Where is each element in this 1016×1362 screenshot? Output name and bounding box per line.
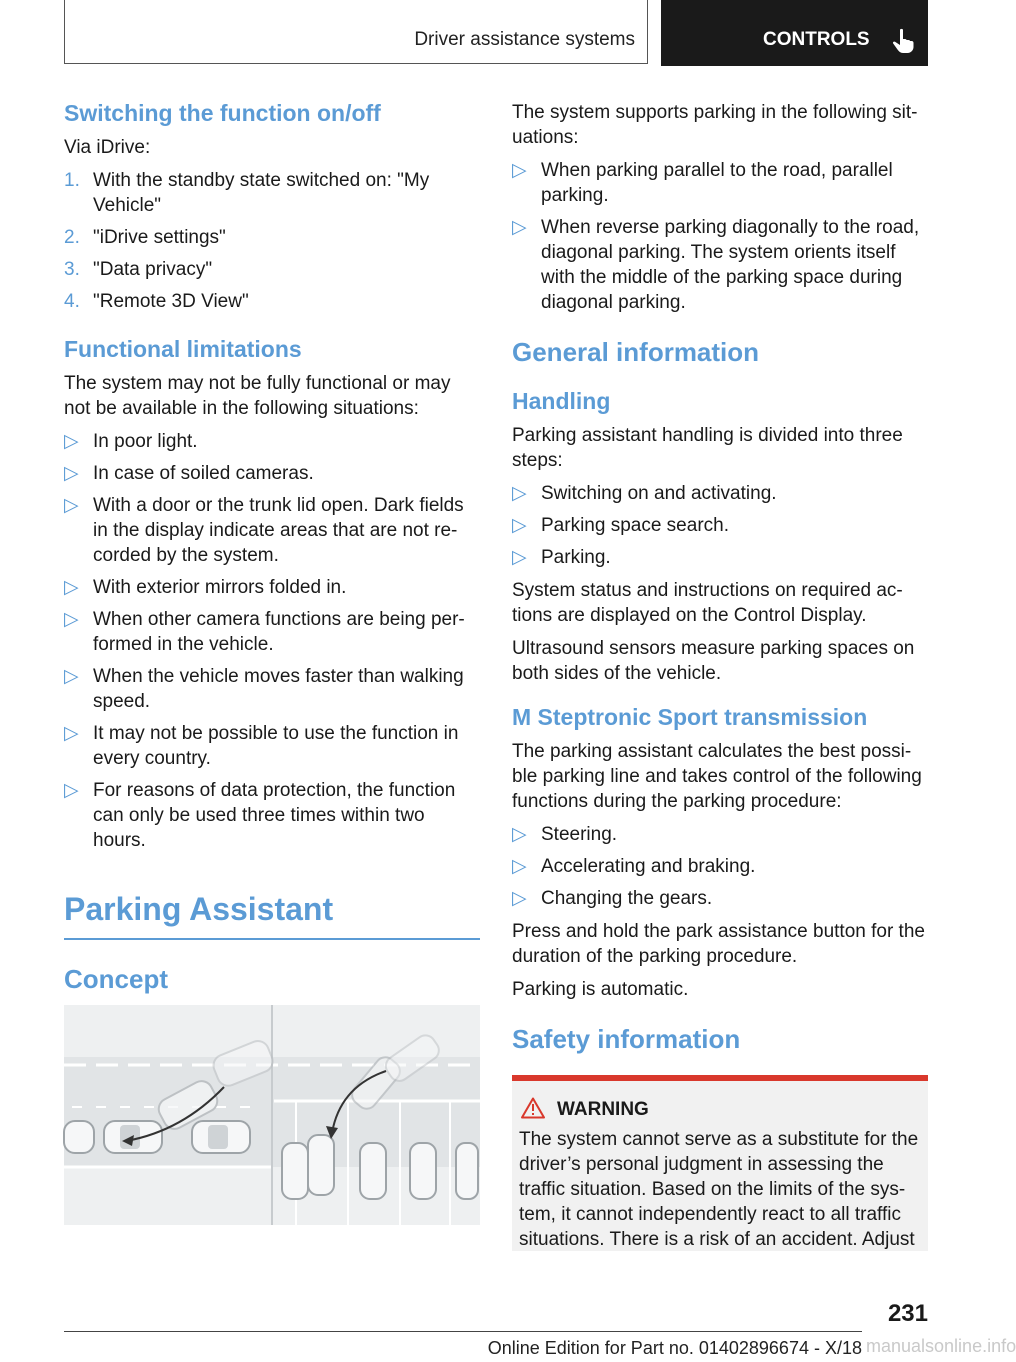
concept-heading: Concept: [64, 964, 168, 994]
list-item-text: In case of soiled cameras.: [93, 463, 314, 484]
list-item: [64, 257, 480, 282]
bullet-icon: ▷: [64, 495, 79, 516]
list-item: [512, 513, 928, 538]
list-item-text: Switching on and activating.: [541, 483, 777, 504]
bullet-icon: ▷: [512, 888, 527, 909]
limitations-intro: The system may not be fully functional or may not be available in the following situations:: [64, 373, 451, 419]
list-item: [64, 461, 480, 486]
list-item: [64, 721, 480, 771]
list-item: [64, 493, 480, 568]
page-number: 231: [887, 1300, 928, 1327]
automatic-paragraph: Parking is automatic.: [512, 979, 689, 1000]
list-item: [512, 481, 928, 506]
msteptronic-heading: M Steptronic Sport transmission: [512, 704, 868, 730]
list-item-text: For reasons of data protection, the function can only be used three times within two hours.: [93, 780, 456, 851]
ultrasound-paragraph: Ultrasound sensors measure parking spaces on both sides of the vehicle.: [512, 638, 915, 684]
parking-concept-illustration: [64, 1005, 480, 1225]
step-text: "Data privacy": [93, 259, 213, 280]
warning-text: The system cannot serve as a substitute for the driver’s personal judgment in assessing the traffic situation. Based on the limits of the sys-tem, it cannot independently react to all traffic situations. There is a risk of an accident. Adjust: [519, 1129, 919, 1250]
list-item-text: In poor light.: [93, 431, 198, 452]
list-item-text: Steering.: [541, 824, 618, 845]
bullet-icon: ▷: [64, 723, 79, 744]
list-item-text: Changing the gears.: [541, 888, 713, 909]
edition-text: Online Edition for Part no. 01402896674 - X/18: [487, 1338, 862, 1358]
switching-intro: Via iDrive:: [64, 137, 151, 158]
list-item-text: It may not be possible to use the function in every country.: [93, 723, 459, 769]
list-item-text: Parking.: [541, 547, 611, 568]
bullet-icon: ▷: [64, 666, 79, 687]
list-item: [512, 886, 928, 911]
parking-assistant-title: Parking Assistant: [64, 891, 480, 940]
step-text: "Remote 3D View": [93, 291, 249, 312]
list-item-text: With a door or the trunk lid open. Dark fields in the display indicate areas that are not re-corded by the system.: [93, 495, 464, 566]
bullet-icon: ▷: [512, 547, 527, 568]
press-paragraph: Press and hold the park assistance button for the duration of the parking procedure.: [512, 921, 925, 967]
list-item-text: When the vehicle moves faster than walking speed.: [93, 666, 464, 712]
warning-title: [557, 1099, 922, 1121]
step-number: 1.: [64, 170, 80, 191]
msteptronic-list: [512, 822, 928, 911]
step-number: 4.: [64, 291, 80, 312]
list-item: [512, 545, 928, 570]
list-item: [512, 158, 928, 208]
list-item-text: Accelerating and braking.: [541, 856, 756, 877]
list-item-text: When reverse parking diagonally to the road, diagonal parking. The system orients itself with the middle of the parking space during diagonal parking.: [541, 217, 920, 313]
list-item: [64, 429, 480, 454]
page-header: [64, 0, 928, 66]
bullet-icon: ▷: [512, 217, 527, 238]
situations-list: [512, 158, 928, 315]
watermark: manualsonline.info: [866, 1336, 1016, 1356]
parking-diagram: [64, 1005, 480, 1225]
bullet-icon: ▷: [512, 483, 527, 504]
safety-information-heading: Safety information: [512, 1024, 741, 1054]
step-number: 2.: [64, 227, 80, 248]
list-item: [512, 215, 928, 315]
list-item: [64, 168, 480, 218]
section-title: Driver assistance systems: [64, 0, 648, 64]
step-number: 3.: [64, 259, 80, 280]
handling-steps: [512, 481, 928, 570]
bullet-icon: ▷: [512, 856, 527, 877]
list-item: [64, 607, 480, 657]
bullet-icon: ▷: [64, 463, 79, 484]
step-text: "iDrive settings": [93, 227, 226, 248]
chapter-tab: [661, 0, 928, 66]
hand-pointer-icon: [891, 28, 915, 54]
chapter-title: CONTROLS: [763, 29, 870, 50]
handling-heading: Handling: [512, 388, 611, 414]
left-column: [64, 100, 480, 1225]
list-item-text: When parking parallel to the road, parallel parking.: [541, 160, 893, 206]
limitations-heading: Functional limitations: [64, 336, 302, 362]
limitations-list: [64, 429, 480, 853]
list-item: [64, 225, 480, 250]
bullet-icon: ▷: [512, 515, 527, 536]
bullet-icon: ▷: [512, 160, 527, 181]
bullet-icon: ▷: [64, 577, 79, 598]
right-column: [512, 100, 928, 1251]
general-information-heading: General information: [512, 337, 760, 367]
msteptronic-intro: The parking assistant calculates the best possi-ble parking line and takes control of the following functions during the parking procedure:: [512, 741, 922, 812]
situations-intro: The system supports parking in the following sit-uations:: [512, 102, 918, 148]
list-item: [64, 664, 480, 714]
list-item: [64, 289, 480, 314]
list-item: [512, 854, 928, 879]
warning-title-text: WARNING: [557, 1099, 649, 1120]
footer-divider: [64, 1331, 862, 1332]
list-item: [64, 575, 480, 600]
list-item: [512, 822, 928, 847]
bullet-icon: ▷: [512, 824, 527, 845]
list-item-text: Parking space search.: [541, 515, 729, 536]
warning-triangle-icon: [521, 1097, 545, 1119]
switching-steps: [64, 168, 480, 314]
warning-box: [512, 1075, 928, 1251]
list-item-text: With exterior mirrors folded in.: [93, 577, 347, 598]
handling-intro: Parking assistant handling is divided into three steps:: [512, 425, 903, 471]
bullet-icon: ▷: [64, 609, 79, 630]
status-paragraph: System status and instructions on required ac-tions are displayed on the Control Display.: [512, 580, 903, 626]
list-item-text: When other camera functions are being per-formed in the vehicle.: [93, 609, 465, 655]
bullet-icon: ▷: [64, 780, 79, 801]
step-text: With the standby state switched on: "My Vehicle": [93, 170, 430, 216]
list-item: [64, 778, 480, 853]
bullet-icon: ▷: [64, 431, 79, 452]
switching-heading: Switching the function on/off: [64, 100, 381, 126]
